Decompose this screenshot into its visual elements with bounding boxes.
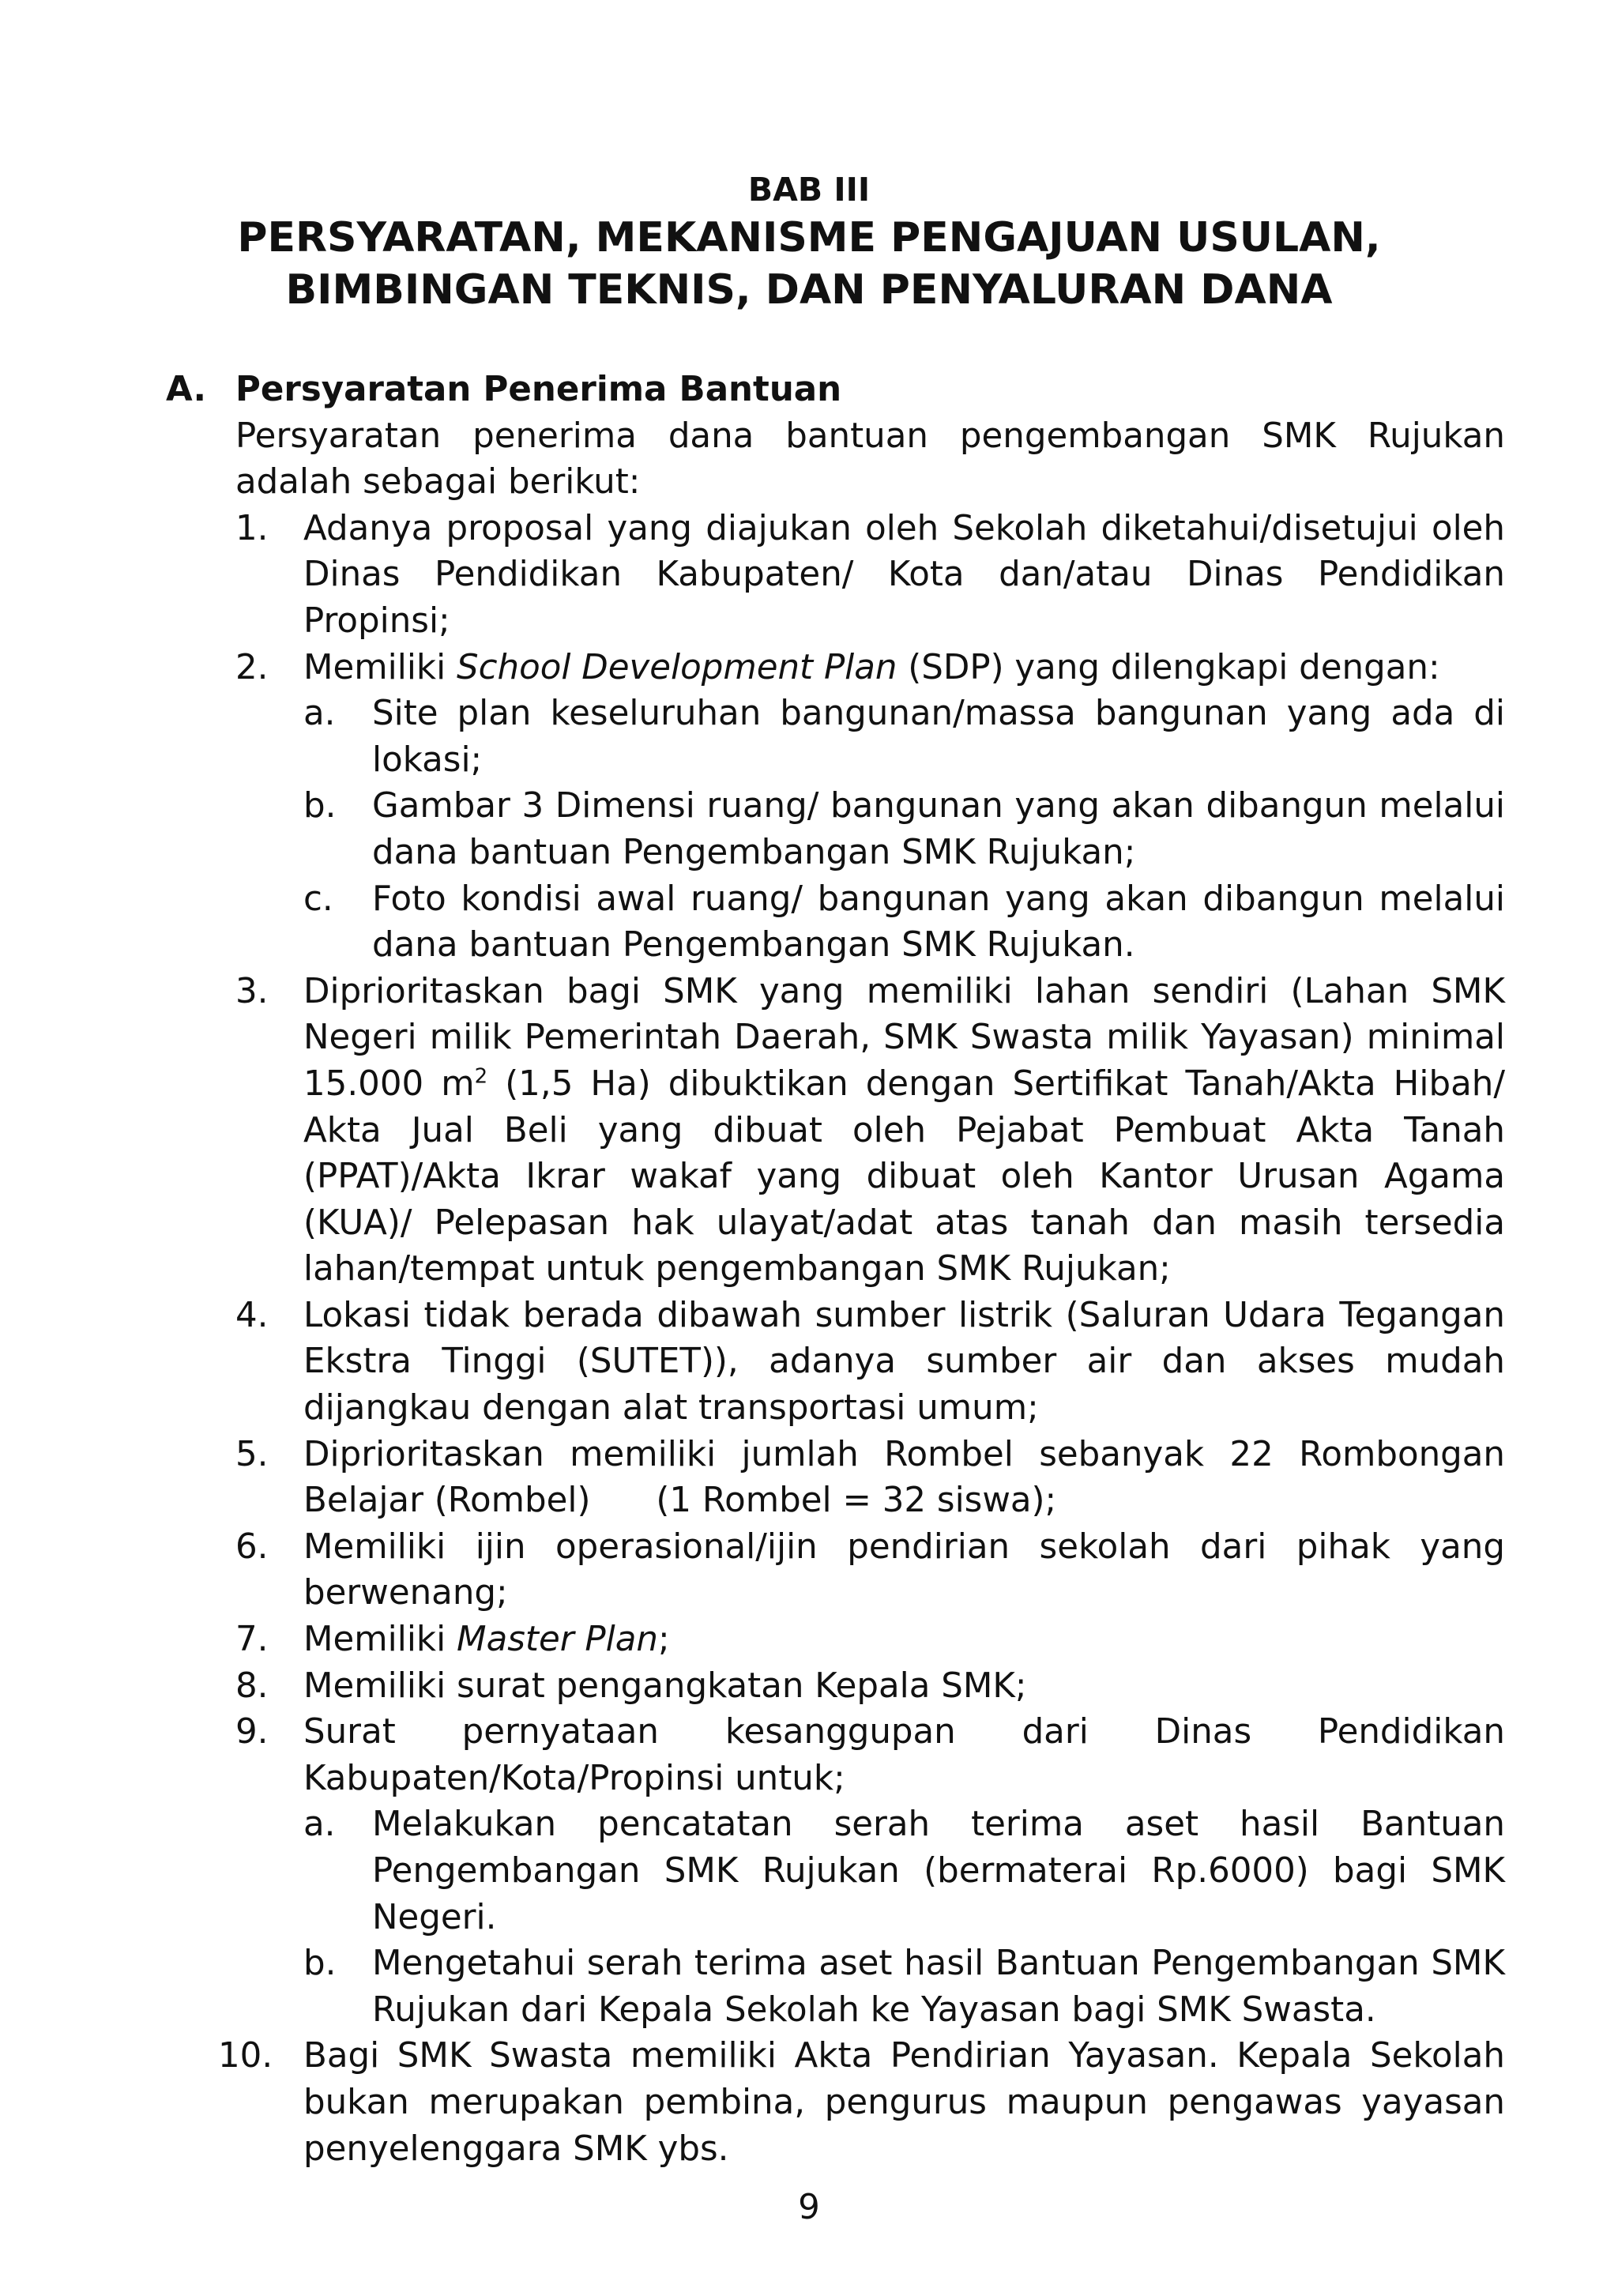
list-item-number: 4.	[235, 1295, 269, 1335]
list-item	[235, 1709, 1505, 1801]
list-item	[235, 1432, 1516, 1524]
list-item	[235, 506, 1505, 645]
list-item-number: 3.	[235, 971, 269, 1011]
list-item-number: 8.	[235, 1666, 269, 1706]
list-item	[235, 1524, 1505, 1617]
list-item-text: Diprioritaskan bagi SMK yang memiliki lahan sendiri (Lahan SMK Negeri milik Pemerintah Daerah, SMK Swasta milik Yayasan) minimal 15.000 $m^2$ (1,5 Ha) dibuktikan dengan Sertifikat Tanah/Akta Hibah/ Akta Jual Beli yang dibuat oleh Pejabat Pembuat Akta Tanah (PPAT)/Akta Ikrar wakaf yang dibuat oleh Kantor Urusan Agama (KUA)/ Pelepasan hak ulayat/adat atas tanah dan masih tersedia lahan/tempat untuk pengembangan SMK Rujukan;	[303, 971, 1505, 1289]
list-item-text: Memiliki surat pengangkatan Kepala SMK;	[303, 1666, 1027, 1706]
list-item	[235, 1617, 1505, 1663]
chapter-title-line-2: BIMBINGAN TEKNIS, DAN PENYALURAN DANA	[285, 266, 1333, 314]
section-intro: Persyaratan penerima dana bantuan pengembangan SMK Rujukan adalah sebagai berikut:	[235, 416, 1505, 502]
sub-item-letter: a.	[303, 1805, 336, 1845]
list-item-number: 2.	[235, 647, 269, 687]
sub-item-text: Foto kondisi awal ruang/ bangunan yang akan dibangun melalui dana bantuan Pengembangan SMK Rujukan.	[372, 879, 1505, 965]
sub-item-text: Gambar 3 Dimensi ruang/ bangunan yang akan dibangun melalui dana bantuan Pengembangan SMK Rujukan;	[372, 786, 1505, 872]
list-item-text: Memiliki School Development Plan (SDP) yang dilengkapi dengan:	[303, 647, 1440, 687]
list-item-text: Surat pernyataan kesanggupan dari Dinas Pendidikan Kabupaten/Kota/Propinsi untuk;	[303, 1712, 1505, 1798]
list-item-text: Diprioritaskan memiliki jumlah Rombel sebanyak 22 Rombongan Belajar (Rombel) (1 Rombel = 32 siswa);	[303, 1434, 1516, 1521]
list-item-number: 9.	[235, 1712, 269, 1752]
list-item-number: 6.	[235, 1526, 269, 1567]
sub-item-letter: c.	[303, 879, 333, 919]
list-item-text: Bagi SMK Swasta memiliki Akta Pendirian Yayasan. Kepala Sekolah bukan merupakan pembina, pengurus maupun pengawas yayasan penyelenggara SMK ybs.	[303, 2036, 1505, 2169]
sub-item-text: Site plan keseluruhan bangunan/massa bangunan yang ada di lokasi;	[372, 694, 1505, 780]
list-item-number: 5.	[235, 1434, 269, 1474]
sub-list-item	[303, 691, 1505, 783]
list-item-text: Lokasi tidak berada dibawah sumber listrik (Saluran Udara Tegangan Ekstra Tinggi (SUTET)), adanya sumber air dan akses mudah dijangkau dengan alat transportasi umum;	[303, 1295, 1505, 1428]
superscript: 2	[474, 1064, 488, 1089]
chapter-title	[0, 212, 1618, 316]
list-item	[218, 2033, 1505, 2172]
sub-item-letter: a.	[303, 694, 336, 734]
list-item-text: Memiliki ijin operasional/ijin pendirian sekolah dari pihak yang berwenang;	[303, 1526, 1505, 1613]
list-item	[235, 969, 1505, 1293]
sub-list-item	[303, 783, 1505, 875]
list-item	[235, 645, 1505, 691]
sub-list-item	[303, 1940, 1505, 2033]
italic-term: Master Plan	[457, 1620, 658, 1660]
list-item-number: 7.	[235, 1620, 269, 1660]
list-item	[235, 1663, 1505, 1710]
list-item-text: Adanya proposal yang diajukan oleh Sekolah diketahui/disetujui oleh Dinas Pendidikan Kabupaten/ Kota dan/atau Dinas Pendidikan Propinsi;	[303, 508, 1505, 641]
list-item-text: Memiliki Master Plan;	[303, 1620, 670, 1660]
sub-item-letter: b.	[303, 1944, 337, 1984]
requirements-list	[166, 506, 1516, 2172]
section-heading	[166, 367, 1505, 413]
sub-item-text: Melakukan pencatatan serah terima aset hasil Bantuan Pengembangan SMK Rujukan (bermaterai Rp.6000) bagi SMK Negeri.	[372, 1805, 1505, 1937]
chapter-label: BAB III	[747, 171, 871, 209]
italic-term: School Development Plan	[457, 647, 897, 687]
list-item	[235, 1293, 1505, 1432]
sub-item-text: Mengetahui serah terima aset hasil Bantuan Pengembangan SMK Rujukan dari Kepala Sekolah ke Yayasan bagi SMK Swasta.	[372, 1944, 1505, 2030]
main-content	[166, 367, 1516, 2172]
sub-list	[235, 1801, 1505, 2033]
list-item-number: 1.	[235, 508, 269, 548]
chapter-title-line-1: PERSYARATAN, MEKANISME PENGAJUAN USULAN,	[237, 214, 1381, 262]
sub-list-item	[303, 876, 1505, 969]
sub-list	[235, 691, 1505, 969]
section-title: Persyaratan Penerima Bantuan	[235, 370, 842, 409]
list-item-number: 10.	[218, 2036, 273, 2076]
sub-list-item	[303, 1801, 1505, 1940]
sub-item-letter: b.	[303, 786, 337, 826]
page-number: 9	[798, 2188, 820, 2227]
section-label: A.	[166, 370, 206, 409]
